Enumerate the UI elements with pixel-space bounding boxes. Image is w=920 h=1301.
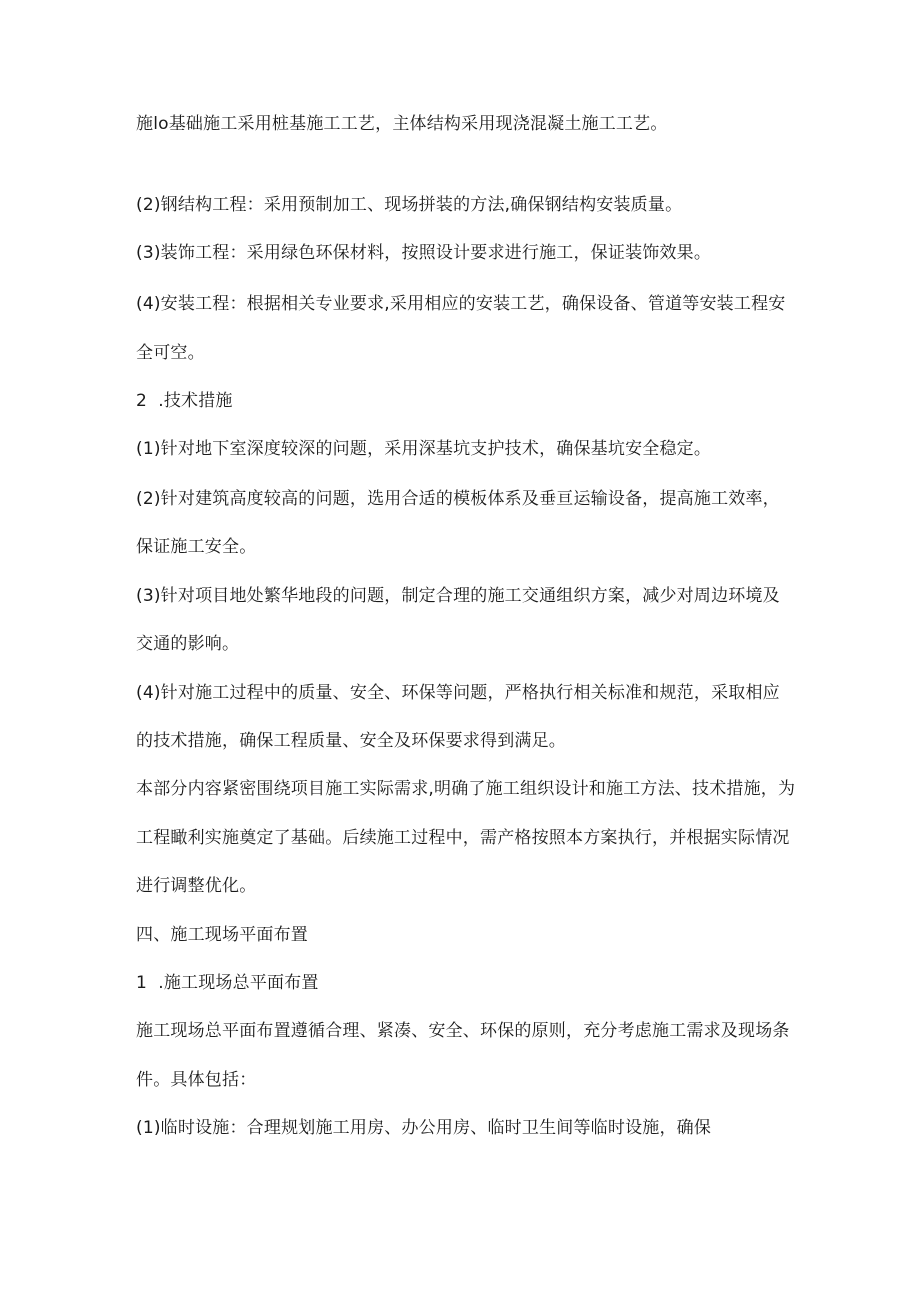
paragraph-line: (1)临时设施：合理规划施工用房、办公用房、临时卫生间等临时设施，确保 <box>136 1118 712 1138</box>
paragraph-line: 保证施工安全。 <box>136 537 257 557</box>
paragraph-line: 进行调整优化。 <box>136 876 257 896</box>
paragraph-line: 件。具体包括： <box>136 1070 257 1090</box>
paragraph-line: 施lo基础施工采用桩基施工工艺，主体结构采用现浇混凝土施工工艺。 <box>136 114 668 134</box>
paragraph-line: (1)针对地下室深度较深的问题，采用深基坑支护技术，确保基坑安全稳定。 <box>136 439 712 459</box>
paragraph-line: (3)针对项目地处繁华地段的问题，制定合理的施工交通组织方案，减少对周边环境及 <box>136 586 780 606</box>
paragraph-line: 全可空。 <box>136 343 205 363</box>
section-heading: 1 .施工现场总平面布置 <box>136 973 319 993</box>
paragraph-line: 交通的影响。 <box>136 634 240 654</box>
paragraph-line: (3)装饰工程：采用绿色环保材料，按照设计要求进行施工，保证装饰效果。 <box>136 243 712 263</box>
section-heading: 2 .技术措施 <box>136 391 233 411</box>
paragraph-line: (4)针对施工过程中的质量、安全、环保等问题，严格执行相关标准和规范，采取相应 <box>136 683 780 703</box>
paragraph-line: 工程瞰利实施奠定了基础。后续施工过程中，需产格按照本方案执行，并根据实际情况 <box>136 828 790 848</box>
paragraph-line: 的技术措施，确保工程质量、安全及环保要求得到满足。 <box>136 731 566 751</box>
paragraph-line: (2)钢结构工程：采用预制加工、现场拼装的方法,确保钢结构安装质量。 <box>136 195 683 215</box>
paragraph-line: (2)针对建筑高度较高的问题，选用合适的模板体系及垂亘运输设备，提高施工效率， <box>136 489 780 509</box>
paragraph-line: 施工现场总平面布置遵循合理、紧凑、安全、环保的原则，充分考虑施工需求及现场条 <box>136 1021 790 1041</box>
section-heading: 四、施工现场平面布置 <box>136 925 308 945</box>
paragraph-line: 本部分内容紧密围绕项目施工实际需求,明确了施工组织设计和施工方法、技术措施，为 <box>136 779 796 799</box>
paragraph-line: (4)安装工程：根据相关专业要求,采用相应的安装工艺，确保设备、管道等安装工程安 <box>136 294 786 314</box>
